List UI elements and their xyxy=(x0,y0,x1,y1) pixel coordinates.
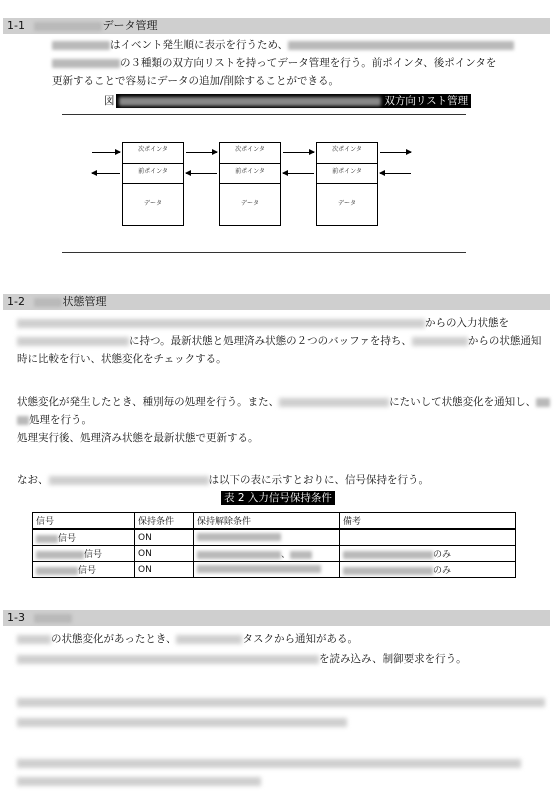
note-cell: のみ xyxy=(340,562,516,578)
paragraph-line xyxy=(17,472,429,489)
list-node-1 xyxy=(122,142,184,226)
text: なお、 xyxy=(17,474,49,486)
text: からの状態通知 xyxy=(467,335,542,347)
section-title: データ管理 xyxy=(102,19,158,32)
data-cell: データ xyxy=(240,200,259,207)
redacted-text xyxy=(197,551,281,559)
prev-pointer-cell: 前ポインタ xyxy=(235,168,265,175)
table-row xyxy=(33,529,516,546)
paragraph-line: 処理実行後、処理済み状態を最新状態で更新する。 xyxy=(17,432,259,444)
figure-top-rule xyxy=(62,114,466,115)
redacted-text xyxy=(17,337,129,346)
redacted-text xyxy=(17,635,51,644)
redacted-text xyxy=(17,698,545,707)
redacted-text xyxy=(17,655,319,664)
cell-divider xyxy=(317,183,377,184)
redacted-line xyxy=(17,694,545,711)
text: タスクから通知がある。 xyxy=(242,633,358,645)
paragraph-line xyxy=(17,412,92,429)
section-number: 1-1 xyxy=(7,19,25,32)
section-title: 状態管理 xyxy=(62,295,107,308)
section-number: 1-2 xyxy=(7,295,25,308)
paragraph-line xyxy=(52,37,514,54)
hold-cond-cell: ON xyxy=(135,529,194,546)
signal-cell: 信号 xyxy=(33,546,135,562)
release-cond-cell xyxy=(194,529,340,546)
redacted-text xyxy=(412,337,468,346)
text: に持つ。最新状態と処理済み状態の２つのバッファを持ち、 xyxy=(129,335,412,347)
redacted-text xyxy=(36,551,84,559)
cell-divider xyxy=(220,183,280,184)
redacted-text xyxy=(176,635,242,644)
figure-bottom-rule xyxy=(62,252,466,253)
list-node-2 xyxy=(219,142,281,226)
prev-pointer-cell: 前ポインタ xyxy=(138,168,168,175)
arrow-left xyxy=(186,173,217,174)
cell-divider xyxy=(123,183,183,184)
paragraph-line: 時に比較を行い、状態変化をチェックする。 xyxy=(17,353,227,365)
redacted-text xyxy=(52,59,120,68)
text: からの入力状態を xyxy=(425,317,509,329)
redacted-text xyxy=(197,565,321,573)
arrow-left xyxy=(92,173,120,174)
redacted-text xyxy=(288,41,514,50)
table-header: 信号 xyxy=(33,513,135,530)
next-pointer-cell: 次ポインタ xyxy=(138,146,168,153)
figure-caption-title xyxy=(116,94,471,108)
redacted-text xyxy=(343,567,433,575)
redacted-text xyxy=(36,535,58,543)
signal-table xyxy=(32,512,516,578)
text: 処理を行う。 xyxy=(29,414,92,426)
data-cell: データ xyxy=(143,200,162,207)
arrow-left xyxy=(380,173,411,174)
paragraph-line xyxy=(17,315,509,332)
table-header: 保持解除条件 xyxy=(194,513,340,530)
redacted-line xyxy=(17,714,347,731)
signal-cell: 信号 xyxy=(33,562,135,578)
redacted-text xyxy=(17,759,521,768)
redacted-text xyxy=(536,398,550,407)
note-cell xyxy=(340,529,516,546)
redacted-text xyxy=(52,41,110,50)
note-cell: のみ xyxy=(340,546,516,562)
redacted-text xyxy=(34,614,72,623)
figure-label: 図 xyxy=(104,95,115,107)
text: にたいして状態変化を通知し、 xyxy=(389,396,537,408)
text: はイベント発生順に表示を行うため、 xyxy=(110,39,289,51)
arrow-right xyxy=(380,152,411,153)
redacted-text xyxy=(17,777,261,786)
list-node-3 xyxy=(316,142,378,226)
table-header: 備考 xyxy=(340,513,516,530)
paragraph-line xyxy=(52,55,496,72)
release-cond-cell: 、 xyxy=(194,546,340,562)
paragraph-line xyxy=(17,631,358,648)
arrow-right xyxy=(186,152,217,153)
text: の状態変化があったとき、 xyxy=(51,633,177,645)
redacted-line xyxy=(17,755,521,772)
redacted-line xyxy=(17,773,261,790)
hold-cond-cell: ON xyxy=(135,562,194,578)
table-header-row xyxy=(33,513,516,530)
cell-divider xyxy=(220,163,280,164)
arrow-right xyxy=(92,152,120,153)
redacted-text xyxy=(343,551,433,559)
section-number: 1-3 xyxy=(7,611,25,624)
data-cell: データ xyxy=(337,200,356,207)
redacted-text xyxy=(17,319,425,328)
signal-cell: 信号 xyxy=(33,529,135,546)
redacted-text xyxy=(49,476,209,485)
redacted-text xyxy=(36,567,78,575)
table-caption: 表 2 入力信号保持条件 xyxy=(221,491,335,505)
redacted-text xyxy=(197,533,281,541)
figure-caption xyxy=(104,94,115,108)
text: 状態変化が発生したとき、種別毎の処理を行う。また、 xyxy=(17,396,280,408)
section-heading-1-3 xyxy=(3,610,550,626)
arrow-right xyxy=(283,152,314,153)
text: を読み込み、制御要求を行う。 xyxy=(319,653,467,665)
paragraph-line: 更新することで容易にデータの追加/削除することができる。 xyxy=(52,75,340,87)
next-pointer-cell: 次ポインタ xyxy=(235,146,265,153)
cell-divider xyxy=(123,163,183,164)
redacted-text xyxy=(17,718,347,727)
table-row xyxy=(33,562,516,578)
redacted-text xyxy=(119,97,381,106)
text: の３種類の双方向リストを持ってデータ管理を行う。前ポインタ、後ポインタを xyxy=(120,57,497,69)
redacted-text xyxy=(290,551,312,559)
arrow-left xyxy=(283,173,314,174)
redacted-text xyxy=(34,22,102,31)
paragraph-line xyxy=(17,333,541,350)
table-row xyxy=(33,546,516,562)
text: は以下の表に示すとおりに、信号保持を行う。 xyxy=(208,474,429,486)
next-pointer-cell: 次ポインタ xyxy=(332,146,362,153)
figure-title: 双方向リスト管理 xyxy=(384,95,469,107)
paragraph-line xyxy=(17,651,467,668)
section-heading-1-2 xyxy=(3,294,550,310)
cell-divider xyxy=(317,163,377,164)
table-header: 保持条件 xyxy=(135,513,194,530)
redacted-text xyxy=(17,416,29,425)
release-cond-cell xyxy=(194,562,340,578)
prev-pointer-cell: 前ポインタ xyxy=(332,168,362,175)
paragraph-line xyxy=(17,394,550,411)
redacted-text xyxy=(279,398,389,407)
section-heading-1-1 xyxy=(3,18,550,34)
redacted-text xyxy=(34,298,62,307)
hold-cond-cell: ON xyxy=(135,546,194,562)
